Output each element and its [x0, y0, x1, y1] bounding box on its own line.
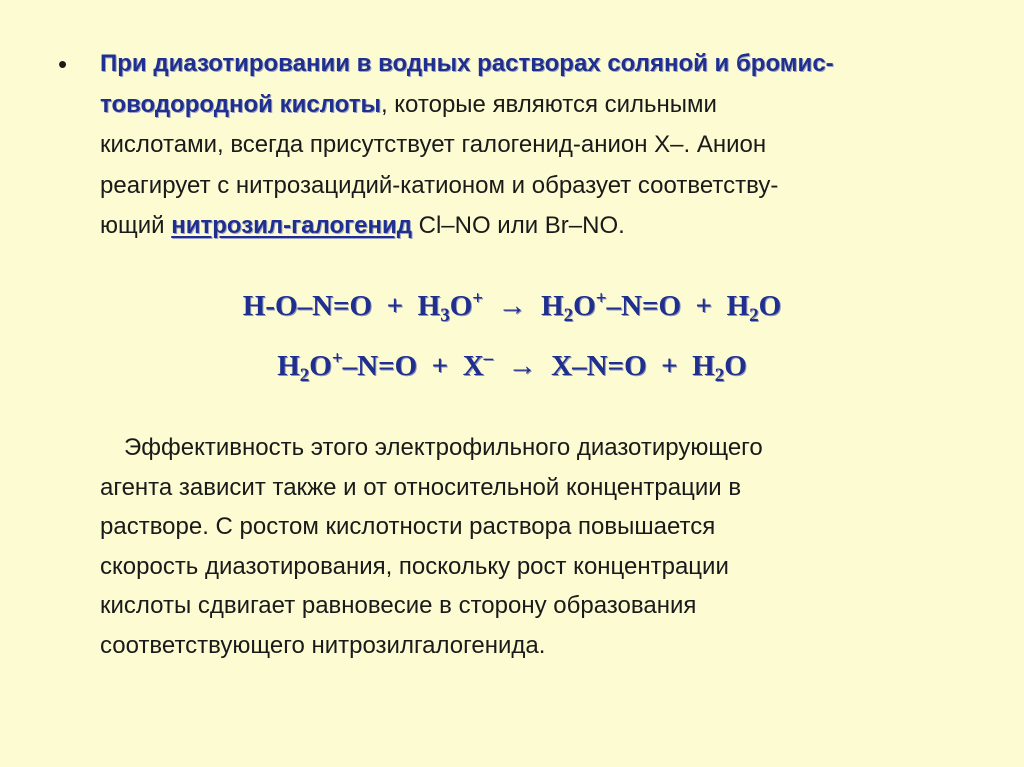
- bullet-text: [100, 44, 969, 247]
- bullet-line-2: [100, 85, 969, 126]
- equation-2: [0, 348, 1024, 386]
- eq2-part: O: [309, 350, 332, 382]
- eq1-sub: 2: [563, 305, 574, 326]
- efficiency-paragraph: [100, 428, 980, 665]
- eq1-part: –N=O + H: [606, 290, 750, 322]
- eq1-sub: 3: [440, 305, 450, 326]
- paragraph-line: кислоты сдвигает равновесие в сторону образования: [100, 592, 697, 619]
- bullet-line-5: [100, 206, 969, 247]
- eq1-sup: +: [595, 288, 607, 309]
- eq1-part: O: [573, 290, 596, 322]
- bullet-line-1: При диазотировании в водных растворах соляной и бромис-: [100, 50, 834, 77]
- bullet-line-2-rest: , которые являются сильными: [380, 90, 717, 118]
- eq1-sub: 2: [749, 305, 759, 326]
- eq1-part: O: [758, 290, 782, 322]
- bullet-icon: •: [58, 49, 68, 79]
- eq2-sup: –: [483, 348, 494, 369]
- bullet-line-4: реагирует с нитрозацидий-катионом и образует соответству-: [100, 171, 779, 199]
- eq1-part: → H: [483, 290, 564, 322]
- paragraph-line: Эффективность этого электрофильного диазотирующего: [124, 434, 763, 461]
- bullet-line-3: кислотами, всегда присутствует галогенид-анион X–. Анион: [100, 131, 767, 158]
- highlight-nitrosyl-halide: нитрозил-галогенид: [171, 212, 412, 239]
- eq2-part: –N=O + X: [342, 350, 484, 382]
- bullet-paragraph: [54, 44, 969, 247]
- eq2-sub: 2: [299, 365, 310, 386]
- eq1-sup: +: [472, 288, 484, 309]
- paragraph-line: агента зависит также и от относительной концентрации в: [100, 473, 742, 501]
- eq2-part: O: [724, 350, 747, 382]
- eq2-part: H: [277, 350, 300, 382]
- eq2-sub: 2: [714, 365, 725, 386]
- highlight-hydrobromic-acid: товодородной кислоты: [100, 90, 381, 118]
- eq1-part: H-O–N=O + H: [242, 290, 441, 322]
- paragraph-line: скорость диазотирования, поскольку рост концентрации: [100, 552, 729, 580]
- eq2-sup: +: [331, 348, 343, 369]
- bullet-line-5-pre: ющий: [100, 212, 172, 239]
- eq1-part: O: [449, 290, 473, 322]
- paragraph-line: соответствующего нитрозилгалогенида.: [100, 631, 546, 659]
- bullet-line-5-post: Cl–NO или Br–NO.: [411, 212, 625, 239]
- eq2-part: → X–N=O + H: [493, 350, 715, 382]
- equation-1: [0, 288, 1024, 326]
- paragraph-line: растворе. С ростом кислотности раствора повышается: [100, 513, 716, 540]
